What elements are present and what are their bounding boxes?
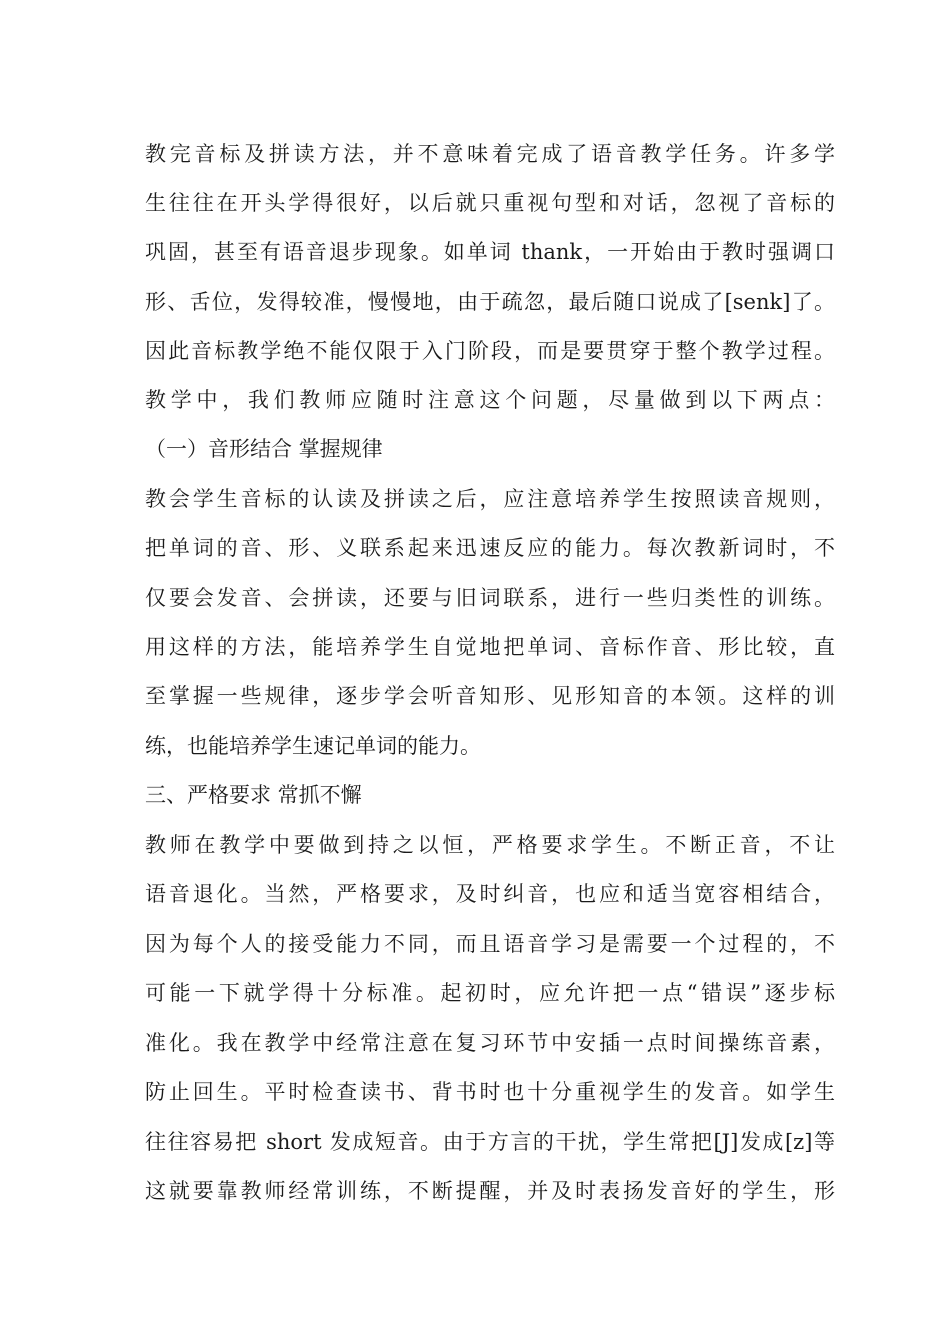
paragraph-2-line-4: 用这样的方法，能培养学生自觉地把单词、音标作音、形比较，直 bbox=[145, 635, 835, 659]
paragraph-3-line-2: 语音退化。当然，严格要求，及时纠音，也应和适当宽容相结合， bbox=[145, 882, 835, 906]
paragraph-3-line-3: 因为每个人的接受能力不同，而且语音学习是需要一个过程的，不 bbox=[145, 932, 835, 956]
paragraph-3-line-8: 这就要靠教师经常训练，不断提醒，并及时表扬发音好的学生，形 bbox=[145, 1179, 835, 1203]
paragraph-1-line-3: 巩固，甚至有语音退步现象。如单词 thank，一开始由于教时强调口 bbox=[145, 240, 835, 264]
paragraph-2-line-3: 仅要会发音、会拼读，还要与旧词联系，进行一些归类性的训练。 bbox=[145, 586, 835, 610]
paragraph-2-line-1: 教会学生音标的认读及拼读之后，应注意培养学生按照读音规则， bbox=[145, 487, 835, 511]
paragraph-3-line-4: 可能一下就学得十分标准。起初时，应允许把一点“错误”逐步标 bbox=[145, 981, 835, 1005]
paragraph-2-line-6: 练，也能培养学生速记单词的能力。 bbox=[145, 734, 481, 758]
paragraph-1-line-5: 因此音标教学绝不能仅限于入门阶段，而是要贯穿于整个教学过程。 bbox=[145, 339, 835, 363]
paragraph-1-line-1: 教完音标及拼读方法，并不意味着完成了语音教学任务。许多学 bbox=[145, 142, 835, 166]
section-heading-2: 三、严格要求 常抓不懈 bbox=[145, 783, 362, 807]
section-heading-1: （一）音形结合 掌握规律 bbox=[145, 437, 383, 461]
paragraph-1-line-2: 生往往在开头学得很好，以后就只重视句型和对话，忽视了音标的 bbox=[145, 191, 835, 215]
paragraph-3-line-1: 教师在教学中要做到持之以恒，严格要求学生。不断正音，不让 bbox=[145, 833, 835, 857]
paragraph-3-line-5: 准化。我在教学中经常注意在复习环节中安插一点时间操练音素， bbox=[145, 1031, 835, 1055]
paragraph-3-line-7: 往往容易把 short 发成短音。由于方言的干扰，学生常把[J]发成[z]等 bbox=[145, 1130, 835, 1154]
paragraph-1-line-6: 教学中，我们教师应随时注意这个问题，尽量做到以下两点： bbox=[145, 388, 835, 412]
paragraph-2-line-2: 把单词的音、形、义联系起来迅速反应的能力。每次教新词时，不 bbox=[145, 536, 835, 560]
paragraph-1-line-4: 形、舌位，发得较准，慢慢地，由于疏忽，最后随口说成了[senk]了。 bbox=[145, 290, 835, 314]
paragraph-3-line-6: 防止回生。平时检查读书、背书时也十分重视学生的发音。如学生 bbox=[145, 1080, 835, 1104]
paragraph-2-line-5: 至掌握一些规律，逐步学会听音知形、见形知音的本领。这样的训 bbox=[145, 684, 835, 708]
